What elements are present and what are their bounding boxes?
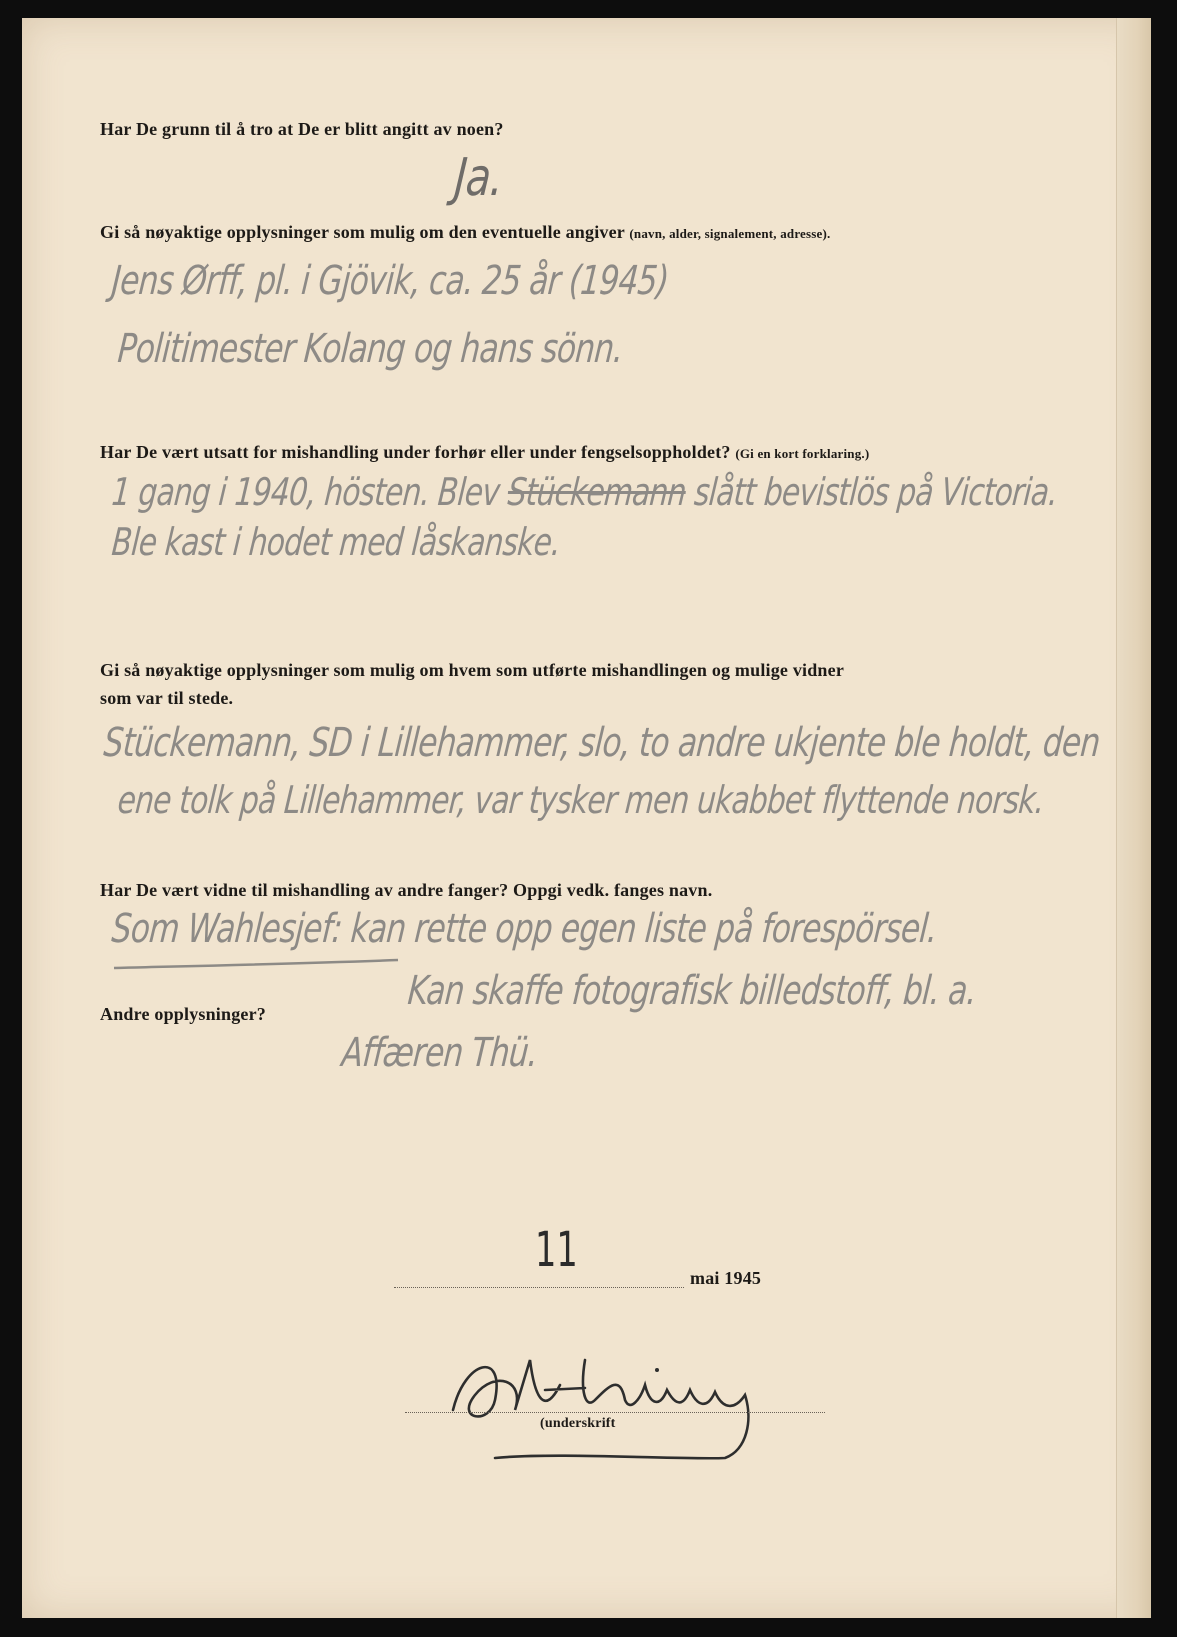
question-mistreatment-note: (Gi en kort forklaring.) (735, 446, 870, 461)
answer-witness: Som Wahlesjef: kan rette opp egen liste på forespörsel. (110, 906, 939, 952)
question-witness: Har De vært vidne til mishandling av andre fanger? Oppgi vedk. fanges navn. (100, 880, 713, 900)
answer-witness-underline (112, 956, 402, 976)
question-perpetrators-line1: Gi så nøyaktige opplysninger som mulig om hvem som utførte mishandlingen og mulige vidner (100, 660, 845, 680)
question-mistreatment (100, 442, 869, 463)
answer-perpetrators-line1: Stückemann, SD i Lillehammer, slo, to andre ukjente ble holdt, den (102, 720, 1102, 766)
date-day: 11 (535, 1222, 578, 1278)
signature-dotted-line (405, 1412, 825, 1413)
answer-informant-line2: Politimester Kolang og hans sönn. (116, 326, 625, 372)
question-denounced: Har De grunn til å tro at De er blitt angitt av noen? (100, 119, 504, 139)
answer-other-info-line2: Affæren Thü. (340, 1030, 540, 1076)
date-dotted-line (394, 1287, 684, 1288)
answer-mistreatment-line1 (110, 470, 1059, 514)
answer-other-info-line1: Kan skaffe fotografisk billedstoff, bl. a. (406, 968, 978, 1014)
answer-mistreatment-text-a: 1 gang i 1940, hösten. Blev (110, 470, 502, 514)
answer-mistreatment-struck: Stückemann (506, 470, 688, 514)
question-informant-note: (navn, alder, signalement, adresse). (629, 226, 831, 241)
signature-image (435, 1340, 805, 1460)
question-perpetrators-line2: som var til stede. (100, 688, 234, 708)
answer-perpetrators-line2: ene tolk på Lillehammer, var tysker men ukabbet flyttende norsk. (116, 778, 1046, 822)
paper-edge (1116, 18, 1151, 1618)
question-informant-main: Gi så nøyaktige opplysninger som mulig om den eventuelle angiver (100, 222, 625, 242)
date-month-year: mai 1945 (690, 1268, 762, 1288)
question-mistreatment-main: Har De vært utsatt for mishandling under forhør eller under fengselsoppholdet? (100, 442, 731, 462)
answer-informant-line1: Jens Ørff, pl. i Gjövik, ca. 25 år (1945) (110, 258, 671, 304)
answer-mistreatment-text-b: slått bevistlös på Victoria. (692, 470, 1059, 514)
answer-denounced: Ja. (452, 148, 505, 208)
question-informant-details (100, 222, 831, 243)
signature-label: (underskrift (540, 1416, 616, 1431)
answer-mistreatment-line2: Ble kast i hodet med låskanske. (110, 520, 562, 564)
question-other-info: Andre opplysninger? (100, 1004, 267, 1024)
